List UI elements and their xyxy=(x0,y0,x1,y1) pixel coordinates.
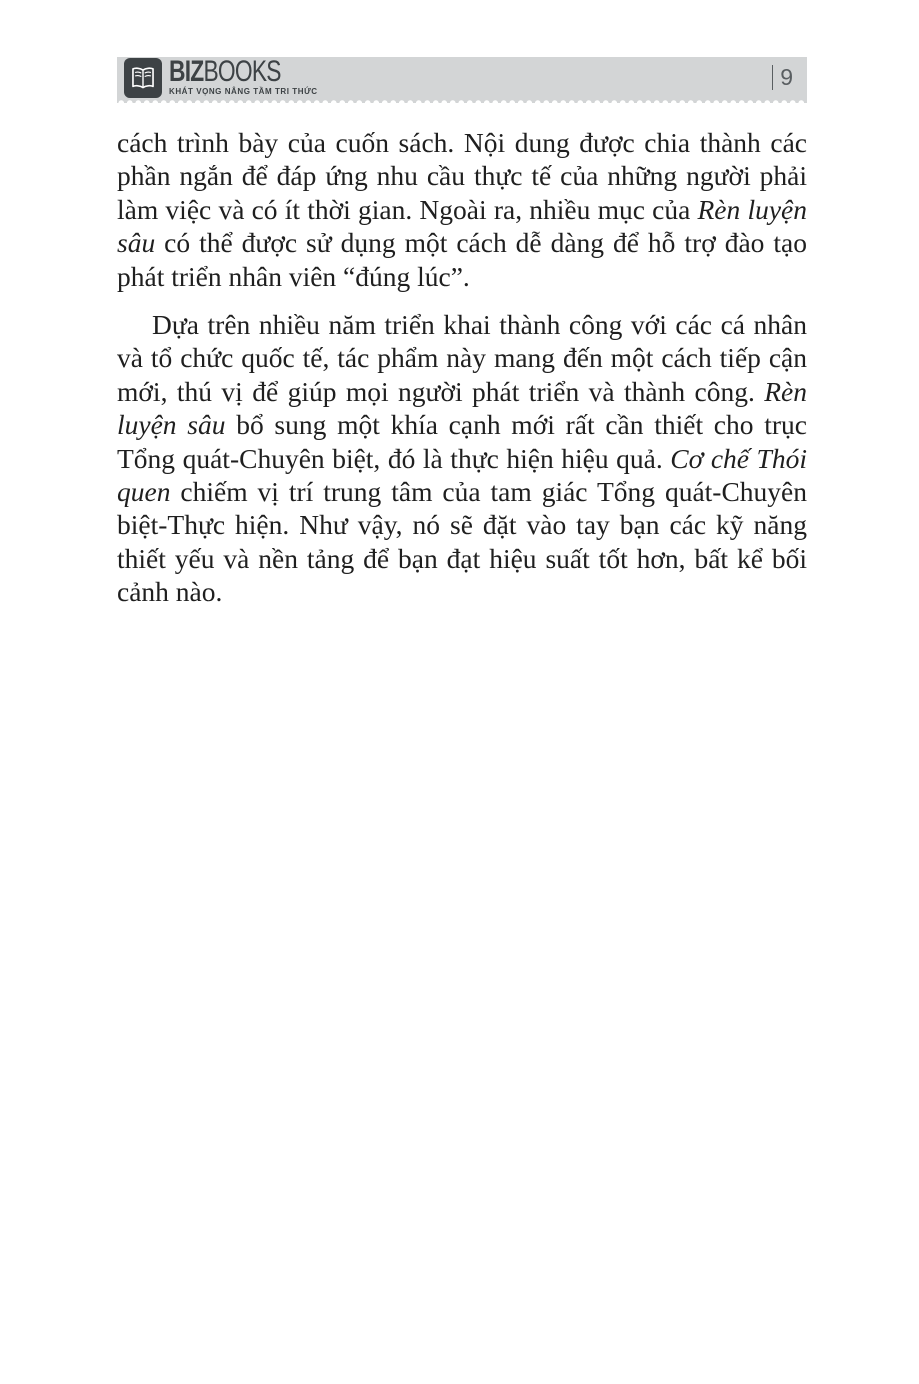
page-number xyxy=(772,65,793,90)
italic-book-title: Rèn luyện sâu xyxy=(117,193,807,259)
paragraph xyxy=(117,126,807,293)
page-number-separator xyxy=(772,65,774,90)
brand-name-books: BOOKS xyxy=(203,55,281,88)
text-run: có thể được sử dụng một cách dễ dàng để hỗ trợ đào tạo phát triển nhân viên “đúng lúc”. xyxy=(117,227,807,292)
italic-book-title: Rèn luyện sâu xyxy=(117,375,807,441)
brand-name-biz: BIZ xyxy=(169,55,204,88)
text-run: bổ sung một khía cạnh mới rất cần thiết cho trục Tổng quát-Chuyên biệt, đó là thực hiện hiệu quả. xyxy=(117,409,807,474)
text-run: cách trình bày của cuốn sách. Nội dung được chia thành các phần ngắn để đáp ứng nhu cầu thực tế của những người phải làm việc và có ít thời gian. Ngoài ra, nhiều mục của xyxy=(117,127,807,225)
text-run: Dựa trên nhiều năm triển khai thành công với các cá nhân và tổ chức quốc tế, tác phẩm này mang đến một cách tiếp cận mới, thú vị để giúp mọi người phát triển và thành công. xyxy=(117,309,807,407)
bizbooks-logo xyxy=(124,55,318,98)
header-bar xyxy=(117,57,807,98)
page-number-value: 9 xyxy=(780,64,793,90)
brand-tagline: KHÁT VỌNG NÂNG TẦM TRI THỨC xyxy=(169,87,318,96)
brand-name xyxy=(169,55,282,88)
open-book-icon xyxy=(124,58,162,98)
italic-book-title: Cơ chế Thói quen xyxy=(117,442,807,508)
text-run: chiếm vị trí trung tâm của tam giác Tổng quát-Chuyên biệt-Thực hiện. Như vậy, nó sẽ đặt vào tay bạn các kỹ năng thiết yếu và nền tảng để bạn đạt hiệu suất tốt hơn, bất kể bối cảnh nào. xyxy=(117,476,807,608)
page-content xyxy=(117,126,807,609)
logo-text xyxy=(169,55,318,96)
paragraph xyxy=(117,308,807,609)
